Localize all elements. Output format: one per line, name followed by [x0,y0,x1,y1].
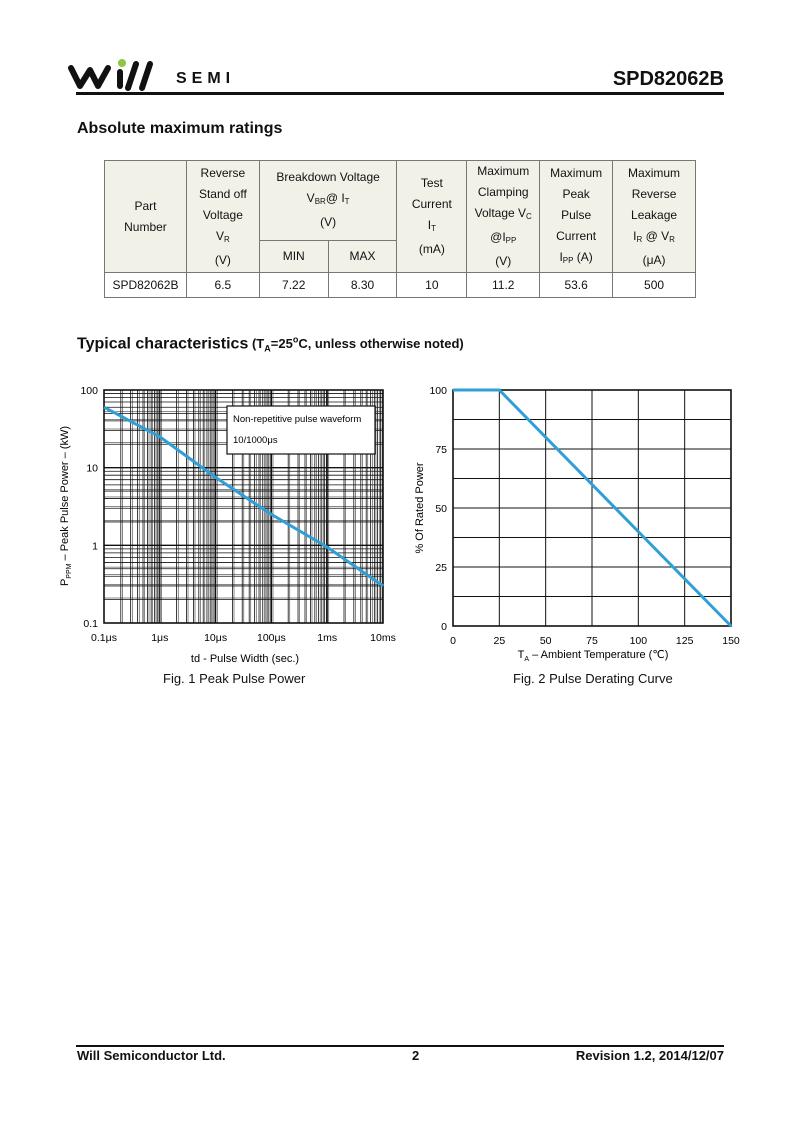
fig1-x-tick-label: 1μs [151,632,169,644]
fig1-y-axis-label: $P_{PPM}$ – Peak Pulse Power – (kW) [59,425,73,587]
fig2-y-tick-label: 25 [435,562,447,574]
fig1-annotation-line1: Non-repetitive pulse waveform [233,414,362,425]
fig1-x-tick-label: 0.1μs [91,632,117,644]
header-peak-pulse-current: Maximum Peak Pulse Current IPP (A) [540,161,613,273]
fig1-x-tick-label: 100μs [256,632,286,644]
footer-company: Will Semiconductor Ltd. [77,1048,226,1063]
header-clamping-voltage: Maximum Clamping Voltage VC @IPP (V) [467,161,540,273]
fig2-x-tick-label: 0 [450,635,456,647]
fig2-y-axis-label: % Of Rated Power [414,462,426,554]
footer-rule [76,1045,724,1047]
fig1-x-ticks [91,632,396,644]
fig2-caption: Fig. 2 Pulse Derating Curve [513,671,673,686]
fig2-x-axis-label: $T_A$ – Ambient Temperature (℃) [517,649,669,663]
fig2-x-ticks [450,635,740,647]
footer-revision: Revision 1.2, 2014/12/07 [575,1048,724,1063]
cell-ir: 500 [613,273,696,298]
fig1-x-tick-label: 1ms [317,632,338,644]
fig1-x-tick-label: 10ms [370,632,396,644]
table-row [105,273,696,298]
fig1-annotation-line2: 10/1000μs [233,435,278,446]
peak-pulse-power-chart [52,376,402,668]
fig2-x-tick-label: 150 [722,635,740,647]
ratings-heading: Absolute maximum ratings [77,120,283,137]
part-number-title: SPD82062B [612,68,724,90]
fig2-x-tick-label: 50 [539,635,552,647]
table-header-row [105,161,696,241]
fig2-x-tick-label: 75 [586,635,598,647]
typical-heading: Typical characteristics ($T_A=25^oC$, unless otherwise noted) [77,335,464,354]
fig2-y-tick-label: 0 [441,621,447,633]
cell-ipp: 53.6 [540,273,613,298]
fig1-caption: Fig. 1 Peak Pulse Power [163,671,306,686]
fig1-y-tick-label: 10 [86,462,98,475]
fig1-x-axis-label: td - Pulse Width (sec.) [190,653,300,665]
header-part-number: Part Number [105,161,187,273]
logo-dot [118,59,126,67]
fig2-y-tick-label: 50 [435,503,447,515]
cell-it: 10 [397,273,467,298]
fig2-x-tick-label: 125 [675,635,694,647]
fig2-y-ticks [429,385,447,633]
pulse-derating-chart [410,376,760,668]
cell-vr: 6.5 [186,273,259,298]
fig2-x-tick-label: 100 [629,635,648,647]
logo-word: SEMI [176,70,236,87]
ratings-table [104,160,696,298]
fig1-x-tick-label: 10μs [204,632,228,644]
fig1-y-ticks [80,385,98,630]
header-max: MAX [328,240,397,272]
fig1-y-tick-label: 100 [80,385,98,397]
header-test-current: Test Current IT (mA) [397,161,467,273]
cell-vbr-min: 7.22 [259,273,328,298]
will-logo-icon [68,58,178,92]
cell-vc: 11.2 [467,273,540,298]
header-reverse-standoff: Reverse Stand off Voltage VR (V) [186,161,259,273]
fig2-y-tick-label: 75 [435,444,447,456]
header-breakdown-voltage: Breakdown Voltage VBR@ IT (V) [259,161,397,241]
fig1-y-tick-label: 0.1 [83,618,98,630]
header-min: MIN [259,240,328,272]
cell-vbr-max: 8.30 [328,273,397,298]
fig1-y-tick-label: 1 [92,540,98,553]
header-rule [76,92,724,95]
footer-page-number: 2 [412,1048,420,1063]
fig2-y-tick-label: 100 [429,385,447,397]
cell-part: SPD82062B [105,273,187,298]
fig2-grid [453,390,731,626]
fig2-x-tick-label: 25 [493,635,506,647]
header-reverse-leakage: Maximum Reverse Leakage IR @ VR (μA) [613,161,696,273]
